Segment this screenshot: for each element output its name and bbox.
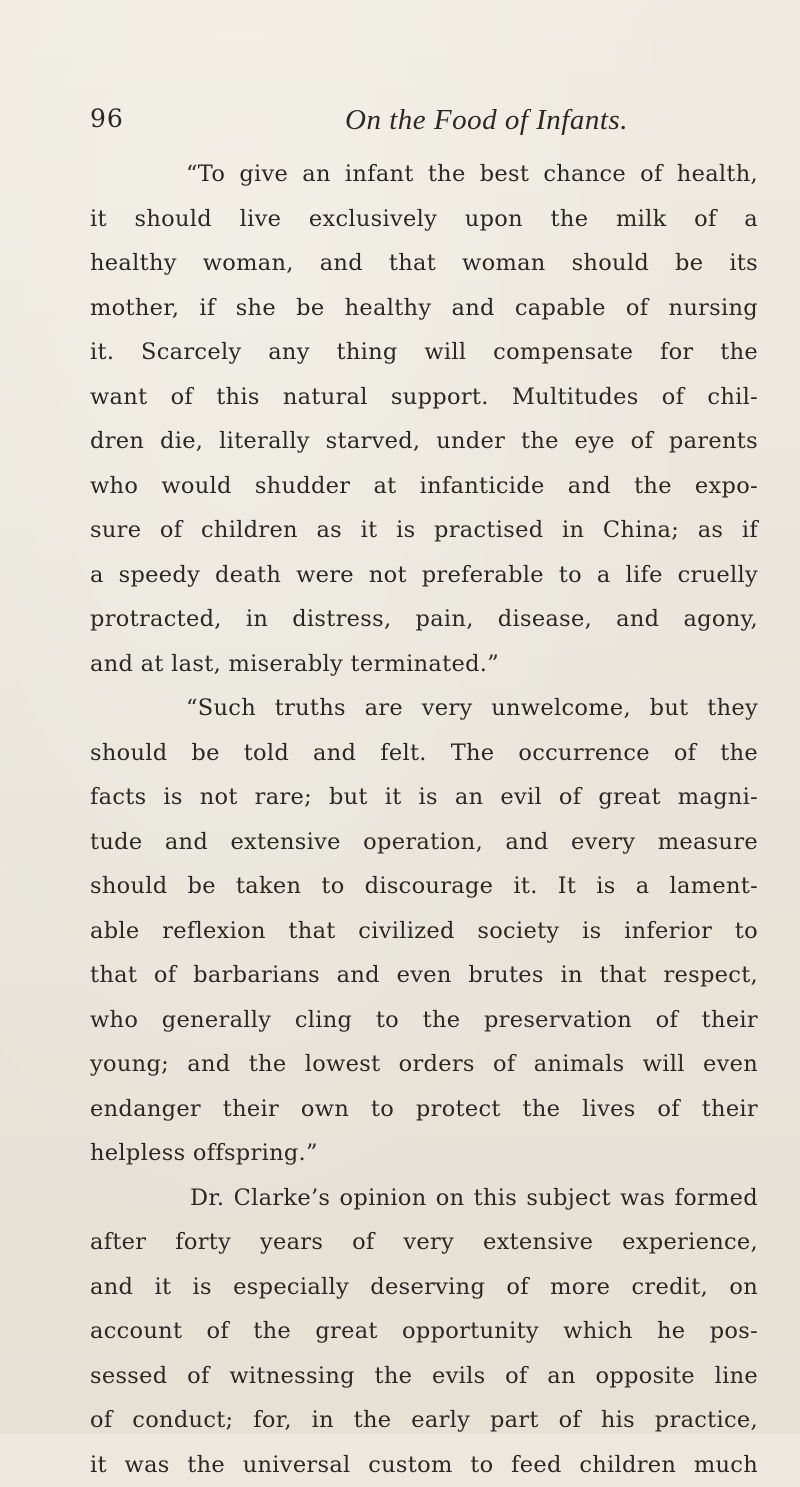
text-line: of conduct; for, in the early part of his practice,: [90, 1398, 758, 1443]
text-line: “Such truths are very unwelcome, but they: [90, 686, 758, 731]
text-line: account of the great opportunity which he pos-: [90, 1309, 758, 1354]
text-line: Dr. Clarke’s opinion on this subject was formed: [90, 1176, 758, 1221]
text-line: healthy woman, and that woman should be its: [90, 241, 758, 286]
text-line: able reflexion that civilized society is inferior to: [90, 909, 758, 954]
text-line: sure of children as it is practised in China; as if: [90, 508, 758, 553]
text-line: and it is especially deserving of more credit, on: [90, 1265, 758, 1310]
text-line: that of barbarians and even brutes in that respect,: [90, 953, 758, 998]
text-line: want of this natural support. Multitudes of chil-: [90, 375, 758, 420]
text-line: it should live exclusively upon the milk of a: [90, 197, 758, 242]
text-line: “To give an infant the best chance of health,: [90, 152, 758, 197]
text-line: tude and extensive operation, and every measure: [90, 820, 758, 865]
text-line: mother, if she be healthy and capable of nursing: [90, 286, 758, 331]
text-line: protracted, in distress, pain, disease, and agony,: [90, 597, 758, 642]
text-line: after forty years of very extensive experience,: [90, 1220, 758, 1265]
text-line: who would shudder at infanticide and the expo-: [90, 464, 758, 509]
text-line: should be told and felt. The occurrence of the: [90, 731, 758, 776]
text-line: dren die, literally starved, under the eye of parents: [90, 419, 758, 464]
text-line: who generally cling to the preservation of their: [90, 998, 758, 1043]
text-line: a speedy death were not preferable to a life cruelly: [90, 553, 758, 598]
text-line: it. Scarcely any thing will compensate for the: [90, 330, 758, 375]
text-line: should be taken to discourage it. It is a lament-: [90, 864, 758, 909]
text-line: endanger their own to protect the lives of their: [90, 1087, 758, 1132]
text-line: young; and the lowest orders of animals will even: [90, 1042, 758, 1087]
text-line: facts is not rare; but it is an evil of great magni-: [90, 775, 758, 820]
text-line: and at last, miserably terminated.”: [90, 642, 758, 687]
running-head: [90, 104, 770, 138]
body-text: [90, 152, 758, 1487]
text-line: sessed of witnessing the evils of an opposite line: [90, 1354, 758, 1399]
text-line: helpless offspring.”: [90, 1131, 758, 1176]
text-line: it was the universal custom to feed children much: [90, 1443, 758, 1487]
page-number: 96: [90, 104, 124, 133]
running-head-title: On the Food of Infants.: [345, 104, 628, 137]
